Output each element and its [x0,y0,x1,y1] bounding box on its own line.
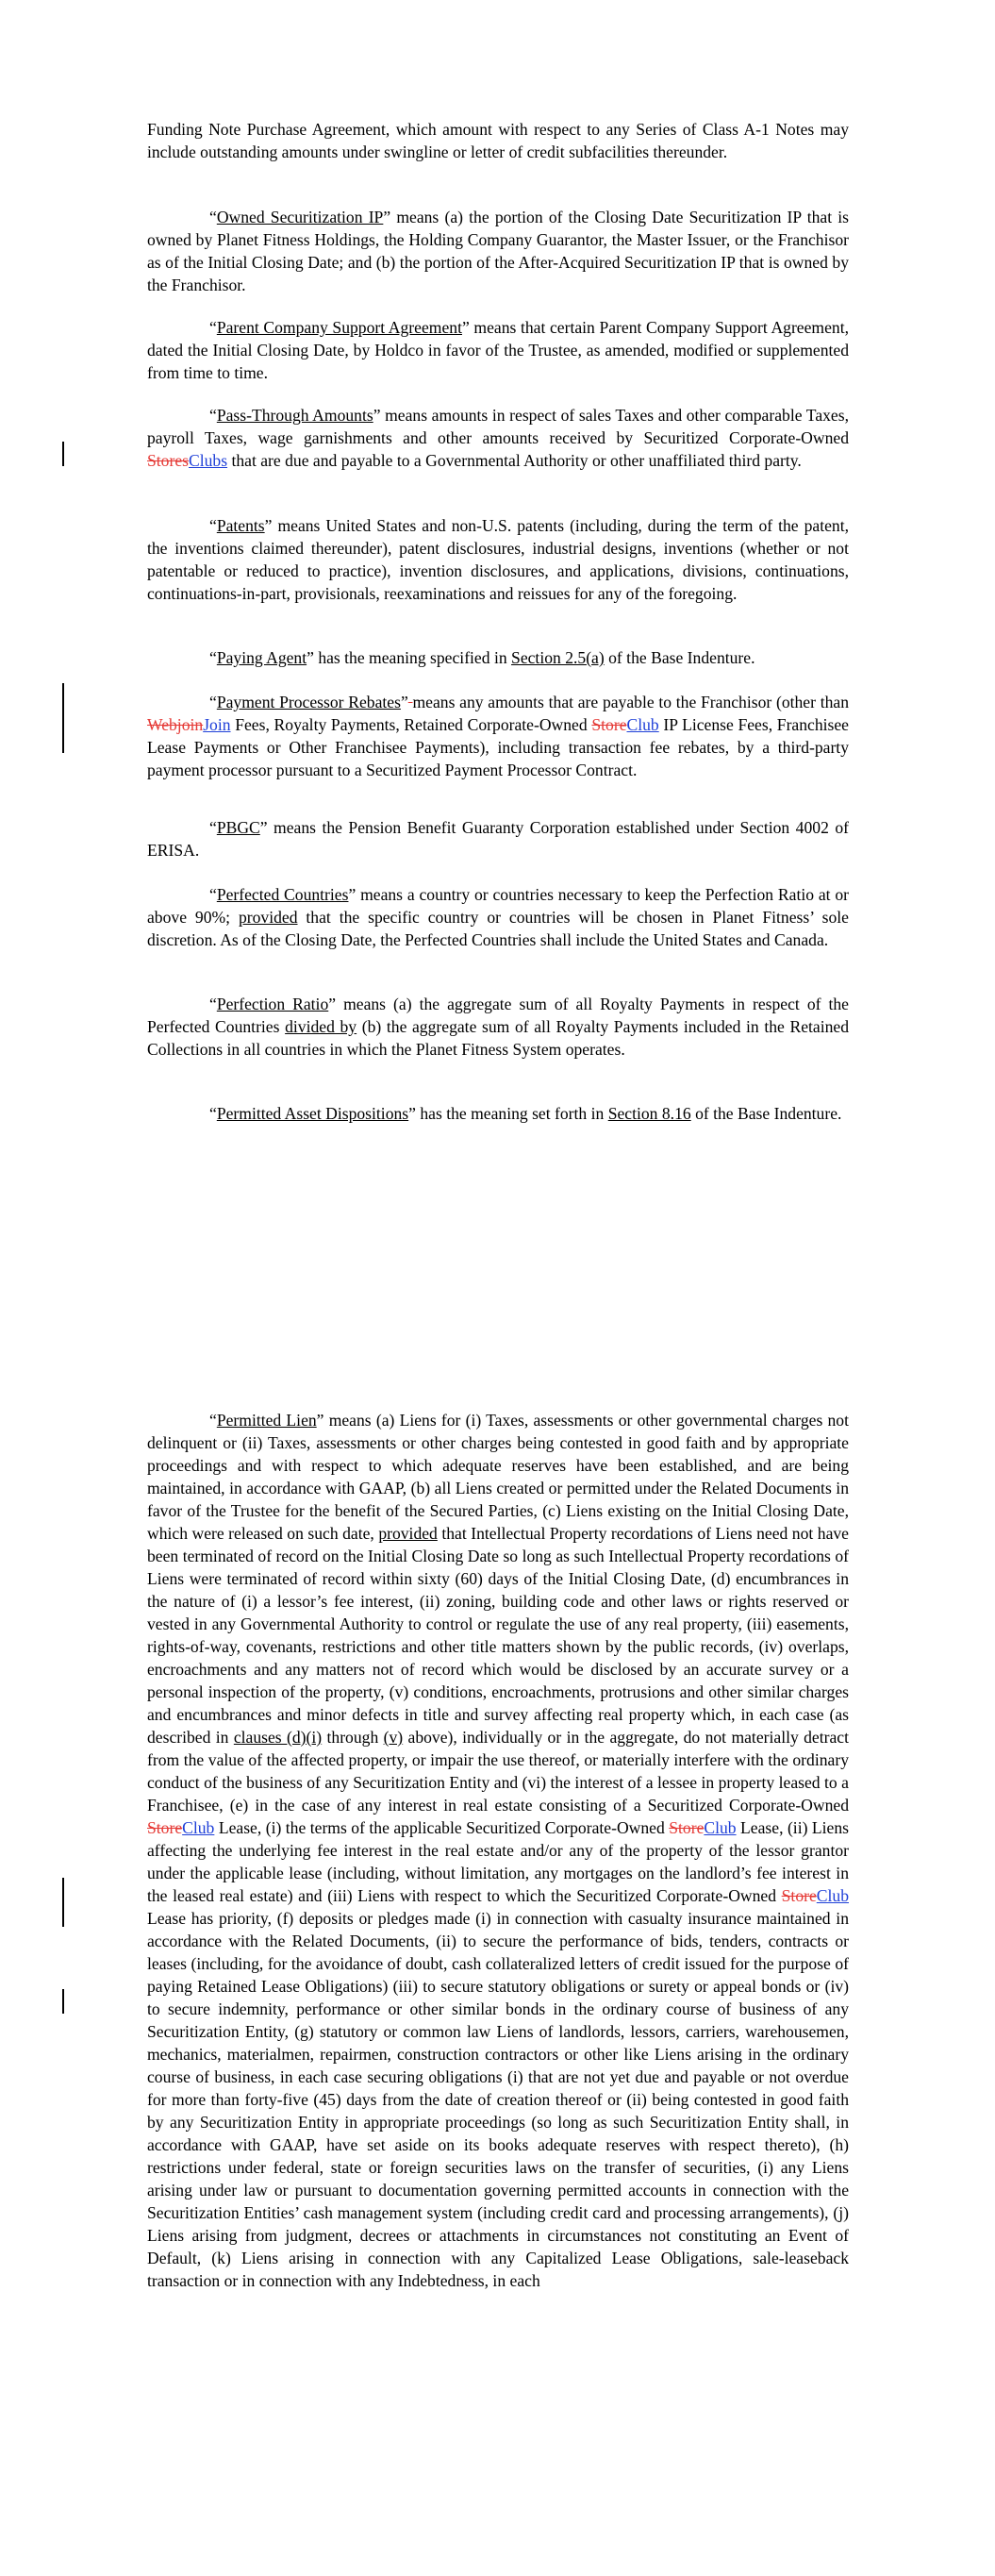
definition-text: Lease, (i) the terms of the applicable Securitized Corporate-Owned [214,1818,670,1837]
open-quote: “ [209,995,217,1013]
clause-reference: (v) [383,1728,404,1747]
section-reference: Section 2.5(a) [511,648,605,667]
definition-text: of the Base Indenture. [690,1104,842,1123]
close-quote: ” [400,693,408,711]
defined-term: Patents [216,516,265,535]
definition-text: ” has the meaning specified in [307,648,512,667]
definition-text: Lease has priority, (f) deposits or pledges made (i) in connection with casualty insurance maintained in accordance with the Related Documents, (ii) to secure the performance of bids, tenders, contracts or leases (including, for the avoidance of doubt, cash collateralized letters of credit issued for the purpose of paying Retained Lease Obligations) (iii) to secure statutory obligations or surety or appeal bonds or (iv) to secure indemnity, performance or other similar bonds in the ordinary course of business of any Securitization Entity, (g) statutory or common law Liens of landlords, lessors, carriers, warehousemen, mechanics, materialmen, repairmen, construction contractors or other like Liens arising in the ordinary course of business, in each case securing obligations (i) that are not yet due and payable or not overdue for more than forty-five (45) days from the date of creation thereof or (ii) being contested in good faith by any Securitization Entity in appropriate proceedings (so long as such Securitization Entity shall, in accordance with GAAP, have set aside on its books adequate reserves with respect thereto), (h) restrictions under federal, state or foreign securities laws on the transfer of securities, (i) any Liens arising under law or pursuant to documentation governing permitted accounts in connection with the Securitization Entities’ cash management system (including credit card and processing arrangements), (j) Liens arising from judgment, decrees or attachments in circumstances not constituting an Event of Default, (k) Liens arising in connection with any Capitalized Lease Obligations, sale-leaseback transaction or in connection with any Indebtedness, in each [147,1909,849,2290]
definition-text: (b) the aggregate sum of all Royalty Payments included in the Retained Collections in all countries in which the Planet Fitness System operates. [147,1017,850,1059]
definition-text: Lease, (ii) Liens affecting the underlying fee interest in the real estate and/or any of the property of the lessor grantor under the applicable lease (including, without limitation, any mortgages on the landlord’s fee interest in the leased real estate) and (iii) Liens with respect to which the Securitized Corporate-Owned [147,1818,849,1905]
deleted-text: Webjoin [147,715,204,734]
definition-text: IP License Fees, Franchisee Lease Payments or Other Franchisee Payments), including transaction fee rebates, by a third-party payment processor pursuant to a Securitized Payment Processor Contract. [147,715,849,779]
emphasis-divided-by: divided by [285,1017,357,1036]
open-quote: “ [209,693,217,711]
definition-text: that Intellectual Property recordations of Liens need not have been terminated of record on the Initial Closing Date so long as such Intellectual Property recordations of Liens were terminated of record within sixty (60) days of the Initial Closing Date, (d) encumbrances in the nature of (i) a lessor’s fee interest, (ii) zoning, building code and other laws or rights reserved or vested in any Governmental Authority to control or regulate the use of any real property, (iii) easements, rights-of-way, covenants, restrictions and other title matters shown by the public records, (iv) overlaps, encroachments and any matters not of record which would be disclosed by an accurate survey or a personal inspection of the property, (v) conditions, encroachments, protrusions and other similar charges and encumbrances and minor defects in title and survey affecting real property which, in each case (as described in [147,1524,849,1747]
definition-text: of the Base Indenture. [604,648,755,667]
defined-term: Permitted Lien [216,1411,317,1430]
definition-perfection-ratio [147,993,849,1061]
definition-permitted-asset-dispositions [147,1102,849,1125]
change-bar [62,683,64,753]
definition-text: means any amounts that are payable to the Franchisor (other than [412,693,849,711]
defined-term: Parent Company Support Agreement [216,318,462,337]
definition-text: that are due and payable to a Governmental Authority or other unaffiliated third party. [227,451,802,470]
definition-text: ” means a country or countries necessary to keep the Perfection Ratio at or above 90%; [147,885,849,927]
definition-text: ” means (a) the portion of the Closing Date Securitization IP that is owned by Planet Fitness Holdings, the Holding Company Guarantor, the Master Issuer, or the Franchisor as of the Initial Closing Date; and (b) the portion of the After-Acquired Securitization IP that is owned by the Franchisor. [147,208,849,294]
definition-perfected-countries [147,883,849,951]
open-quote: “ [209,1104,217,1123]
open-quote: “ [209,208,217,226]
paragraph-text: Funding Note Purchase Agreement, which amount with respect to any Series of Class A-1 Notes may include outstanding amounts under swingline or letter of credit subfacilities thereunder. [147,120,849,161]
definition-text: that the specific country or countries will be chosen in Planet Fitness’ sole discretion. As of the Closing Date, the Perfected Countries shall include the United States and Canada. [147,908,849,949]
change-bar [62,442,64,466]
inserted-text: Club [182,1818,215,1837]
definition-text: ” means United States and non-U.S. patents (including, during the term of the patent, the inventions claimed thereunder), patent disclosures, industrial designs, inventions (whether or not patentable or reduced to practice), invention disclosures, and applications, divisions, continuations, continuations-in-part, provisionals, reexaminations and reissues for any of the foregoing. [147,516,849,603]
definition-patents [147,514,849,605]
definition-payment-processor-rebates [147,691,849,781]
paragraph-continuation [147,118,849,163]
inserted-text: Clubs [188,451,228,470]
definition-pbgc [147,816,849,861]
defined-term: Owned Securitization IP [216,208,384,226]
definition-text: ” means (a) the aggregate sum of all Royalty Payments in respect of the Perfected Countries [147,995,849,1036]
inserted-text: Club [816,1886,849,1905]
open-quote: “ [209,1411,217,1430]
definition-text: ” means that certain Parent Company Support Agreement, dated the Initial Closing Date, by Holdco in favor of the Trustee, as amended, modified or supplemented from time to time. [147,318,850,382]
definition-text: ” means amounts in respect of sales Taxes and other comparable Taxes, payroll Taxes, wage garnishments and other amounts received by Securitized Corporate-Owned [147,406,849,447]
inserted-text: Club [626,715,659,734]
defined-term: Paying Agent [216,648,307,667]
deleted-text: Store [781,1886,817,1905]
definition-text: ” means the Pension Benefit Guaranty Corporation established under Section 4002 of ERISA. [147,818,849,860]
deleted-text: Store [147,1818,183,1837]
clause-reference: clauses (d)(i) [233,1728,323,1747]
definition-text: ” has the meaning set forth in [408,1104,608,1123]
definition-permitted-lien [147,1409,849,2292]
inserted-text: Join [203,715,231,734]
definition-text: through [322,1728,384,1747]
defined-term: PBGC [216,818,260,837]
definition-text: Fees, Royalty Payments, Retained Corporate-Owned [230,715,592,734]
open-quote: “ [209,648,217,667]
defined-term: Permitted Asset Dispositions [216,1104,409,1123]
open-quote: “ [209,318,217,337]
defined-term: Payment Processor Rebates [216,693,401,711]
deleted-text: Store [591,715,627,734]
open-quote: “ [209,818,217,837]
definition-text: above), individually or in the aggregate, do not materially detract from the value of the affected property, or impair the use thereof, or materially interfere with the ordinary conduct of the business of any Securitization Entity and (vi) the interest of a lessee in property leased to a Franchisee, (e) in the case of any interest in real estate consisting of a Securitized Corporate-Owned [147,1728,849,1815]
deleted-text: Stores [147,451,189,470]
definition-owned-securitization-ip [147,206,849,296]
definition-parent-company-support-agreement [147,316,849,384]
defined-term: Pass-Through Amounts [216,406,373,425]
defined-term: Perfection Ratio [216,995,329,1013]
open-quote: “ [209,516,217,535]
emphasis-provided: provided [378,1524,438,1543]
change-bar [62,1878,64,1927]
open-quote: “ [209,885,217,904]
emphasis-provided: provided [238,908,298,927]
definition-pass-through-amounts [147,404,849,472]
open-quote: “ [209,406,217,425]
definition-paying-agent [147,646,849,669]
change-bar [62,1989,64,2014]
deleted-text: Store [669,1818,705,1837]
inserted-text: Club [704,1818,737,1837]
definition-text: ” means (a) Liens for (i) Taxes, assessments or other governmental charges not delinquent or (ii) Taxes, assessments or other charges being contested in good faith and by appropriate proceedings and with respect to which adequate reserves have been established, and are being maintained, in accordance with GAAP, (b) all Liens created or permitted under the Related Documents in favor of the Trustee for the benefit of the Secured Parties, (c) Liens existing on the Initial Closing Date, which were released on such date, [147,1411,849,1543]
section-reference: Section 8.16 [607,1104,691,1123]
defined-term: Perfected Countries [216,885,349,904]
